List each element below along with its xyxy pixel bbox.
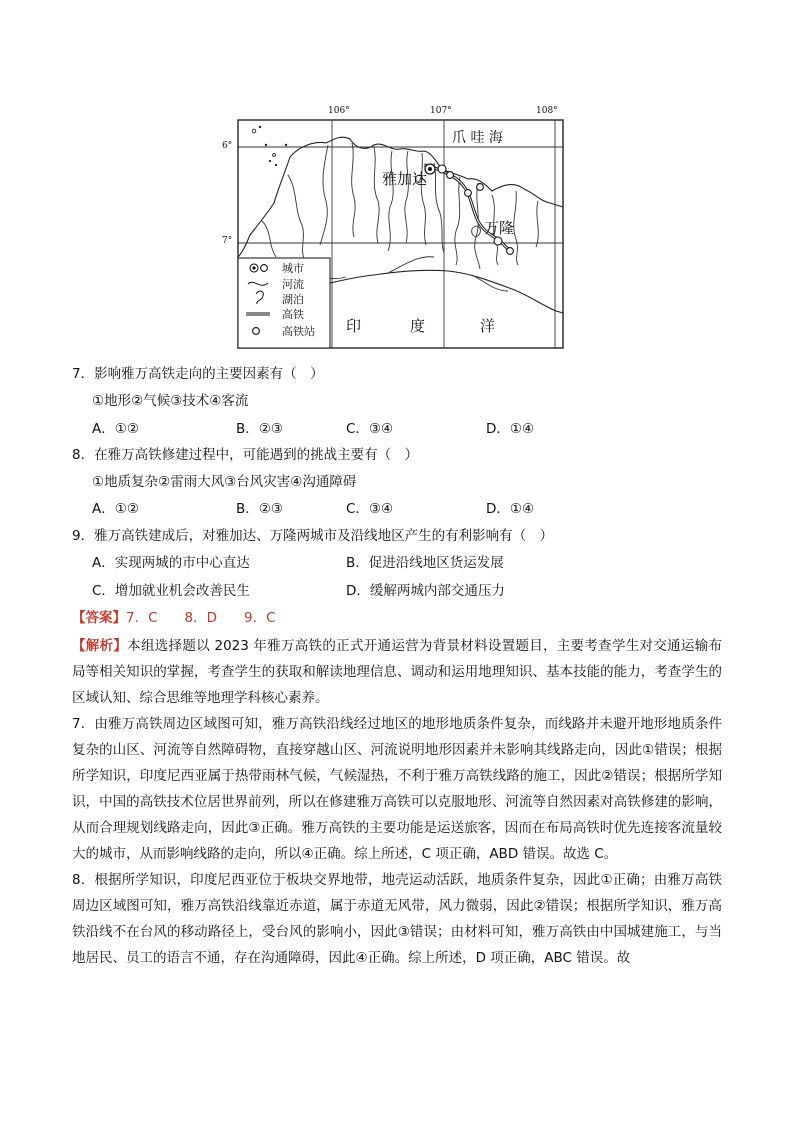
q7-items: ①地形②气候③技术④客流 xyxy=(92,393,249,409)
analysis-tag: 【解析】 xyxy=(72,638,128,654)
q7-option-b: B．②③ xyxy=(236,421,283,437)
q9-stem: 9．雅万高铁建成后，对雅加达、万隆两城市及沿线地区产生的有利影响有（ ） xyxy=(72,528,554,544)
q7-stem: 7．影响雅万高铁走向的主要因素有（ ） xyxy=(72,366,324,382)
q8-option-b: B．②③ xyxy=(236,501,283,517)
sea-label-indian-3: 洋 xyxy=(480,317,496,335)
analysis-q7: 7．由雅万高铁周边区域图可知，雅万高铁沿线经过地区的地形地质条件复杂，而线路并未避开地形地质条件复杂的山区、河流等自然障碍物，直接穿越山区、河流说明地形因素并未影响其线路走向，因此①错误；根据所学知识，印度尼西亚属于热带雨林气候，气候湿热，不利于雅万高铁线路的施工，因此②错误；根据所学知识，中国的高铁技术位居世界前列，所以在修建雅万高铁可以克服地形、河流等自然因素对高铁修建的影响，从而合理规划线路走向，因此③正确。雅万高铁的主要功能是运送旅客，因而在布局高铁时优先连接客流量较大的城市，从而影响线路的走向，所以④正确。综上所述，C 项正确，ABD 错误。故选 C。 xyxy=(72,716,722,862)
legend-station: 高铁站 xyxy=(282,325,315,338)
sea-label-indian-2: 度 xyxy=(410,317,426,335)
q7-option-a: A．①② xyxy=(92,421,139,437)
lat-label-7: 7° xyxy=(222,236,233,246)
q9-option-b: B．促进沿线地区货运发展 xyxy=(346,555,504,571)
city-bandung-symbol xyxy=(494,237,502,245)
answer-tag: 【答案】 xyxy=(72,610,126,626)
rail-station xyxy=(465,190,472,197)
region-map xyxy=(222,105,568,353)
q8-option-c: C．③④ xyxy=(346,501,394,517)
q8-option-a: A．①② xyxy=(92,501,139,517)
sea-label-indian-1: 印 xyxy=(346,317,362,335)
q9-option-c: C．增加就业机会改善民生 xyxy=(92,583,250,599)
lon-label-108: 108° xyxy=(536,106,558,116)
analysis-intro xyxy=(72,633,722,711)
legend-city: 城市 xyxy=(282,262,304,275)
rail-station xyxy=(477,184,484,191)
lon-label-106: 106° xyxy=(328,106,350,116)
legend-railway: 高铁 xyxy=(282,308,304,321)
legend-river: 河流 xyxy=(282,278,304,291)
rail-station xyxy=(507,248,514,255)
q8-items: ①地质复杂②雷雨大风③台风灾害④沟通障碍 xyxy=(92,474,357,490)
legend-lake: 湖泊 xyxy=(282,293,304,306)
lon-label-107: 107° xyxy=(430,106,452,116)
analysis-q8: 8．根据所学知识，印度尼西亚位于板块交界地带，地壳运动活跃，地质条件复杂，因此①正确；由雅万高铁周边区域图可知，雅万高铁沿线靠近赤道，属于赤道无风带，风力微弱，因此②错误；根据所学知识，雅万高铁沿线不在台风的移动路径上，受台风的影响小，因此③错误；由材料可知，雅万高铁由中国城建施工，与当地居民、员工的语言不通，存在沟通障碍，因此④正确。综上所述，D 项正确，ABC 错误。故 xyxy=(72,872,722,966)
city-label-jakarta: 雅加达 xyxy=(382,170,428,188)
q8-option-d: D．①④ xyxy=(486,501,535,517)
rail-station xyxy=(447,172,454,179)
analysis-intro-text: 本组选择题以 2023 年雅万高铁的正式开通运营为背景材料设置题目，主要考查学生对交通运输布局等相关知识的掌握，考查学生的获取和解读地理信息、调动和运用地理知识、基本技能的能力，考查学生的区域认知、综合思维等地理学科核心素养。 xyxy=(72,638,722,706)
q7-option-c: C．③④ xyxy=(346,421,394,437)
answer-values: 7．C 8．D 9．C xyxy=(126,610,276,626)
answer-line xyxy=(72,612,276,626)
q9-option-d: D．缓解两城内部交通压力 xyxy=(346,583,505,599)
q7-option-d: D．①④ xyxy=(486,421,535,437)
sea-label-java: 爪 哇 海 xyxy=(452,130,503,146)
lat-label-6: 6° xyxy=(222,141,233,151)
q8-stem: 8．在雅万高铁修建过程中，可能遇到的挑战主要有（ ） xyxy=(72,447,419,463)
map-graphic xyxy=(228,105,568,353)
q9-option-a: A．实现两城的市中心直达 xyxy=(92,555,250,571)
city-label-bandung: 万隆 xyxy=(484,219,515,237)
